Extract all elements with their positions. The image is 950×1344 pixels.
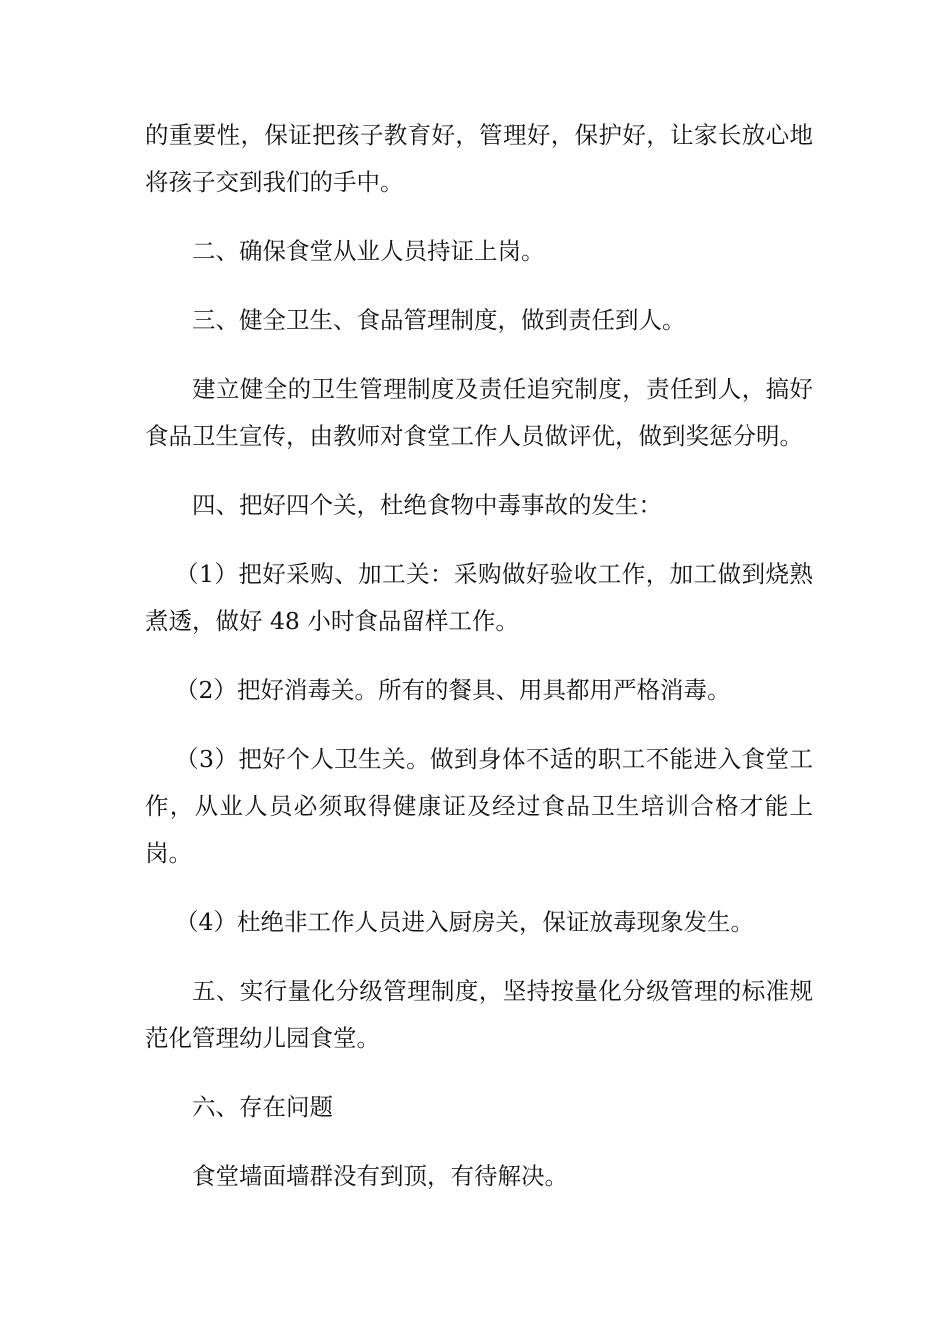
section-heading-4: 四、把好四个关，杜绝食物中毒事故的发生： — [192, 491, 662, 519]
list-item-2: （2）把好消毒关。所有的餐具、用具都用严格消毒。 — [175, 676, 731, 704]
list-item-4: （4）杜绝非工作人员进入厨房关，保证放毒现象发生。 — [175, 908, 754, 936]
paragraph-continuation: 的重要性，保证把孩子教育好，管理好，保护好，让家长放心地将孩子交到我们的手中。 — [145, 121, 813, 196]
paragraph-hygiene-system: 建立健全的卫生管理制度及责任追究制度，责任到人，搞好食品卫生宣传，由教师对食堂工作人员做评优，做到奖惩分明。 — [145, 375, 813, 450]
section-heading-2: 二、确保食堂从业人员持证上岗。 — [192, 237, 545, 265]
section-heading-6: 六、存在问题 — [192, 1093, 333, 1121]
paragraph-issue: 食堂墙面墙群没有到顶，有待解决。 — [192, 1162, 568, 1190]
section-heading-3: 三、健全卫生、食品管理制度，做到责任到人。 — [192, 306, 686, 334]
list-item-1: （1）把好采购、加工关：采购做好验收工作，加工做到烧熟煮透，做好 48 小时食品留样工作。 — [145, 560, 813, 635]
section-heading-5: 五、实行量化分级管理制度，坚持按量化分级管理的标准规范化管理幼儿园食堂。 — [145, 977, 813, 1052]
list-item-3: （3）把好个人卫生关。做到身体不适的职工不能进入食堂工作，从业人员必须取得健康证及经过食品卫生培训合格才能上岗。 — [145, 745, 813, 867]
document-body — [145, 112, 813, 1222]
